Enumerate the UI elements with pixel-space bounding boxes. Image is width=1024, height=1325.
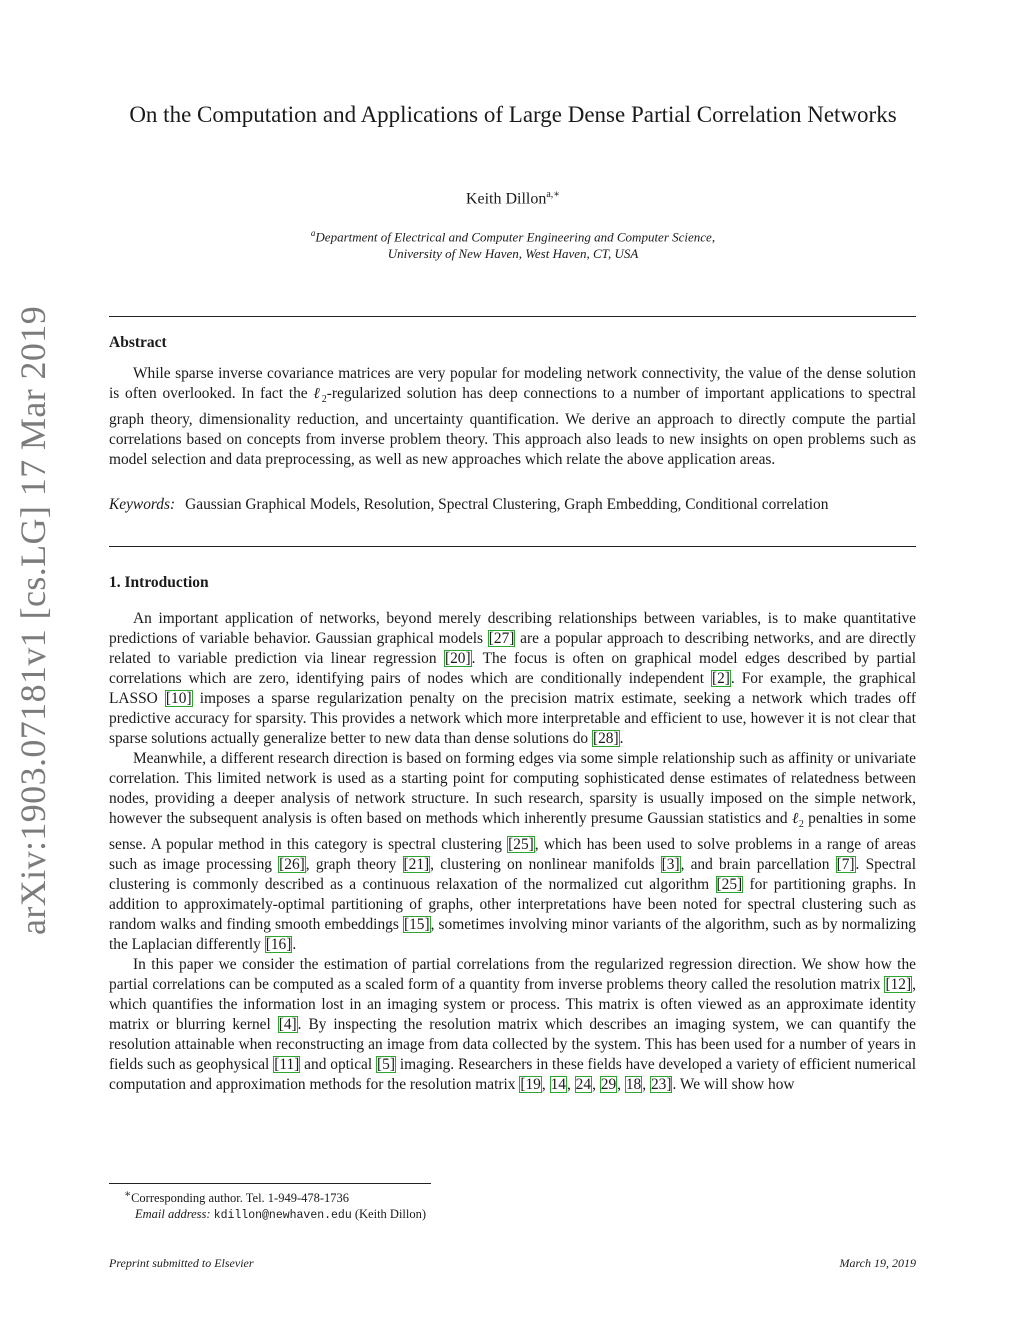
email-name: (Keith Dillon) xyxy=(354,1207,427,1222)
citation-link[interactable]: 23] xyxy=(650,1076,672,1094)
text-run: imaging. Researchers in these fields have developed a variety of efficient numerical computation and approximation methods for the resolution matrix xyxy=(109,1056,917,1094)
citation-link[interactable]: [15] xyxy=(403,916,430,934)
footnote xyxy=(109,1187,916,1224)
author-marks: a,∗ xyxy=(546,189,561,200)
email-label: Email address: xyxy=(135,1207,211,1222)
affiliation-mark: a xyxy=(310,228,316,238)
citation-link[interactable]: [10] xyxy=(165,690,192,707)
text-run: imposes a sparse regularization penalty on the precision matrix estimate, seeking a network which trades off predictive accuracy for sparsity. This provides a network which more interpretable and efficient to use, however it is not clear that sparse solutions actually generalize better to new data than dense solutions do xyxy=(109,690,916,747)
text-run: An important application of networks, beyond merely describing relationships between variables, is to make quantitative predictions of variable behavior. Gaussian graphical models xyxy=(109,610,916,647)
ell-subscript: 2 xyxy=(798,819,804,831)
footer-left: Preprint submitted to Elsevier xyxy=(109,1256,254,1270)
text-run: . The focus is often on graphical model edges described by partial correlations which are zero, identifying pairs of nodes which are conditionally independent xyxy=(109,650,916,687)
footnote-rule xyxy=(109,1183,431,1184)
citation-link[interactable]: [26] xyxy=(279,856,305,874)
arxiv-identifier: arXiv:1903.07181v1 [cs.LG] 17 Mar 2019 xyxy=(13,305,53,935)
citation-link[interactable]: [4] xyxy=(278,1016,297,1034)
citation-link[interactable]: [5] xyxy=(377,1056,395,1074)
text-run: . xyxy=(619,730,624,747)
introduction-body xyxy=(109,609,916,1095)
abstract-text-1: While sparse inverse covariance matrices are very popular for modeling network connectivity, the value of the dense solution is often overlooked. In fact the xyxy=(109,365,916,402)
author-line xyxy=(110,189,916,208)
email-link[interactable]: kdillon@newhaven.edu xyxy=(213,1209,352,1223)
citation-link[interactable]: 14 xyxy=(550,1076,566,1094)
citation-link[interactable]: [20] xyxy=(444,650,471,667)
intro-paragraph-3: In this paper we consider the estimation of partial correlations from the regularized regression direction. We show how the partial correlations can be computed as a scaled form of a quantity from inverse problems theory called the resolution matrix [12], which quantifies the information lost in an imaging system or process. This matrix is often viewed as an approximate identity matrix or blurring kernel [4]. By inspecting the resolution matrix which describes an imaging system, we can quantify the resolution attainable when reconstructing an image from data collected by the system. This has been used for a number of years in fields such as geophysical [11] and optical [5] imaging. Researchers in these fields have developed a variety of efficient numerical computation and approximation methods for the resolution matrix [19, 14, 24, 29, 18, 23]. We will show how xyxy=(109,956,917,1094)
text-run: . By inspecting the resolution matrix which describes an imaging system, we can quantify the resolution attainable when reconstructing an image from data collected by the system. This has been used for a number of years in fields such as geophysical xyxy=(109,1016,916,1074)
citation-link[interactable]: [16] xyxy=(265,936,292,954)
text-run: . xyxy=(292,936,297,954)
citation-link[interactable]: [12] xyxy=(885,976,912,994)
text-run: , which has been used to solve problems in a range of areas such as image processing xyxy=(109,836,916,874)
text-run: . We will show how xyxy=(672,1076,795,1094)
citation-link[interactable]: [28] xyxy=(592,730,619,747)
citation-link[interactable]: [7] xyxy=(836,856,855,874)
text-run: are a popular approach to describing networks, and are directly related to variable prediction via linear regression xyxy=(109,630,917,667)
citation-link[interactable]: 24 xyxy=(575,1076,592,1094)
citation-link[interactable]: 18 xyxy=(625,1076,642,1094)
citation-link[interactable]: [2] xyxy=(711,670,730,687)
intro-paragraph-1 xyxy=(109,609,916,749)
footnote-mark: ∗ xyxy=(124,1189,132,1200)
text-run: , sometimes involving minor variants of the algorithm, such as by normalizing the Laplacian differently xyxy=(109,916,917,954)
ell-subscript: 2 xyxy=(321,394,327,406)
footnote-text: Corresponding author. Tel. 1-949-478-1736 xyxy=(131,1191,350,1206)
text-run: penalties in some sense. A popular method in this category is spectral clustering xyxy=(109,810,916,854)
citation-link[interactable]: [19 xyxy=(520,1076,541,1094)
text-run: , graph theory xyxy=(305,856,403,874)
text-run: . Spectral clustering is commonly described as a continuous relaxation of the normalized cut algorithm xyxy=(109,856,916,894)
citation-link[interactable]: [25] xyxy=(716,876,743,894)
citation-link[interactable]: [27] xyxy=(488,630,515,647)
text-run: , clustering on nonlinear manifolds xyxy=(430,856,661,874)
intro-paragraph-2 xyxy=(109,749,916,955)
text-run: , which quantifies the information lost in an imaging system or process. This matrix is often viewed as an approximate identity matrix or blurring kernel xyxy=(109,976,916,1034)
keywords-label: Keywords: xyxy=(109,496,176,513)
author-name: Keith Dillon xyxy=(465,190,547,208)
bottom-rule xyxy=(109,546,916,547)
citation-link[interactable]: [11] xyxy=(274,1056,300,1074)
abstract-text-2: -regularized solution has deep connections to a number of important applications to spectral graph theory, dimensionality reduction, and uncertainty quantification. We derive an approach to directly compute the partial correlations based on concepts from inverse problem theory. This approach also leads to new insights on open problems such as model selection and data preprocessing, as well as new approaches which relate the above application areas. xyxy=(109,385,916,469)
top-rule xyxy=(109,316,916,317)
citation-link[interactable]: [25] xyxy=(508,836,534,854)
text-run: , and brain parcellation xyxy=(680,856,836,874)
text-run: Meanwhile, a different research direction is based on forming edges via some simple relationship such as affinity or univariate correlation. This limited network is used as a starting point for computing sophisticated dense estimates of relatedness between nodes, providing a deeper analysis of network structure. In such research, sparsity is usually imposed on the simple network, however the subsequent analysis is often based on methods which inherently presume Gaussian statistics and xyxy=(109,750,916,827)
paper-title: On the Computation and Applications of Large Dense Partial Correlation Networks xyxy=(129,102,897,127)
citation-link[interactable]: [21] xyxy=(403,856,430,874)
affiliation-line2: University of New Haven, West Haven, CT, USA xyxy=(387,246,639,262)
text-run: for partitioning graphs. In addition to approximately-optimal partitioning of graphs, other interpretations have been noted for spectral clustering such as random walks and finding smooth embeddings xyxy=(109,876,917,934)
keywords xyxy=(109,495,916,515)
ell-symbol: ℓ xyxy=(791,810,799,827)
affiliation xyxy=(110,225,916,262)
affiliation-line1: Department of Electrical and Computer Engineering and Computer Science, xyxy=(315,229,716,245)
ell-symbol: ℓ xyxy=(313,385,322,402)
abstract-paragraph xyxy=(109,364,916,470)
citation-link[interactable]: 29 xyxy=(600,1076,617,1094)
text-run: . For example, the graphical LASSO xyxy=(109,670,917,707)
footer-date: March 19, 2019 xyxy=(839,1256,916,1270)
abstract-body xyxy=(109,364,916,470)
text-run: and optical xyxy=(300,1056,377,1074)
text-run: In this paper we consider the estimation of partial correlations from the regularized regression direction. We show how the partial correlations can be computed as a scaled form of a quantity from inverse problems theory called the resolution matrix xyxy=(109,956,916,994)
citation-link[interactable]: [3] xyxy=(661,856,680,874)
section-heading-introduction: 1. Introduction xyxy=(109,574,209,591)
keywords-text: Gaussian Graphical Models, Resolution, Spectral Clustering, Graph Embedding, Conditional correlation xyxy=(185,496,829,513)
abstract-heading: Abstract xyxy=(109,334,167,351)
